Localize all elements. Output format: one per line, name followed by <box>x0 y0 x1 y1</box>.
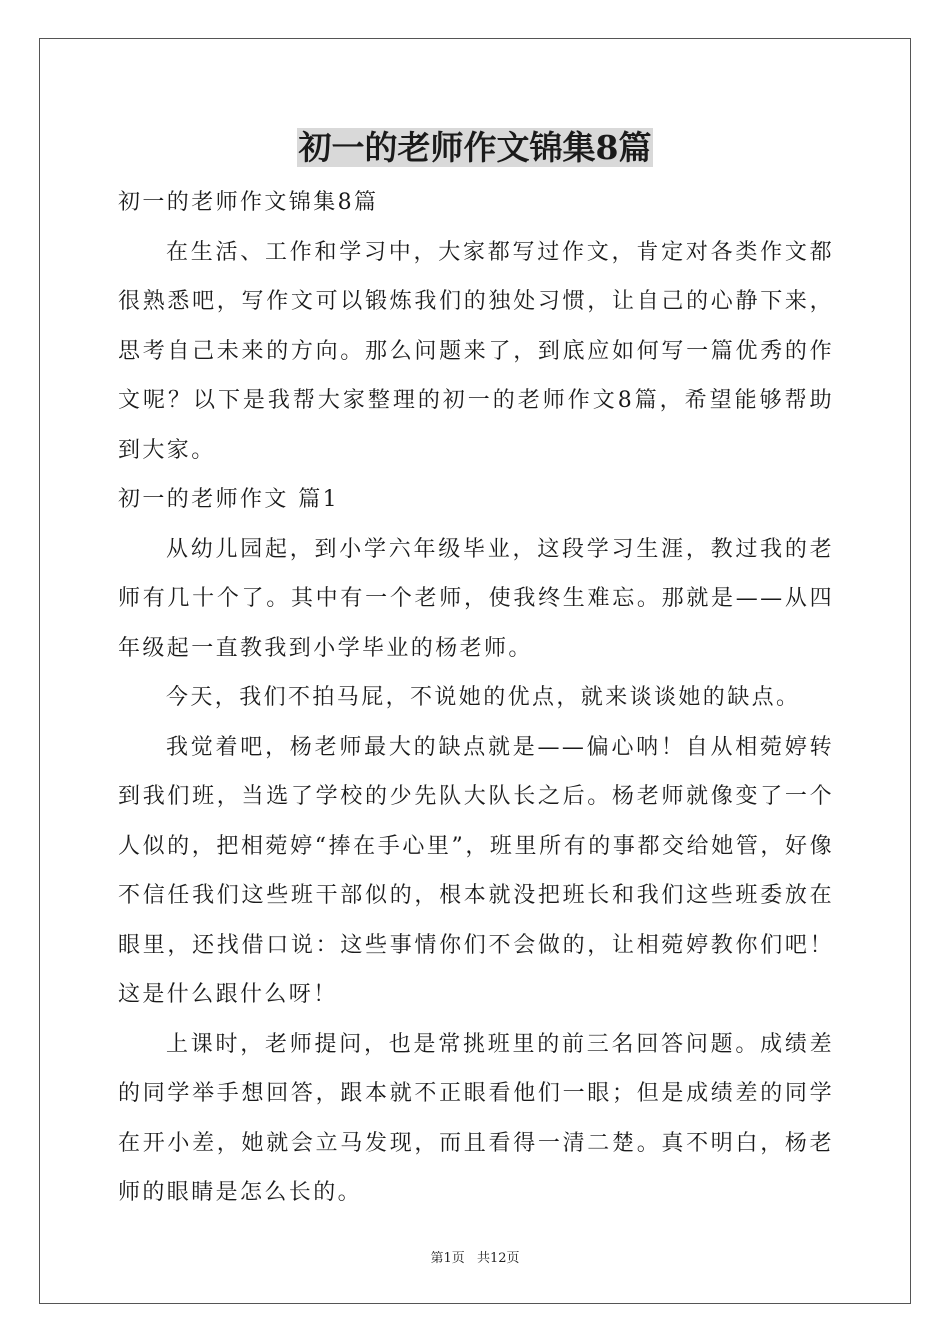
document-title <box>0 126 950 170</box>
document-title-text: 初一的老师作文锦集8篇 <box>298 128 652 167</box>
subtitle-heading: 初一的老师作文锦集8篇 <box>118 190 379 215</box>
body-paragraph: 今天，我们不拍马屁，不说她的优点，就来谈谈她的缺点。 <box>166 685 801 710</box>
body-paragraph: 我觉着吧，杨老师最大的缺点就是——偏心呐！自从相菀婷转到我们班，当选了学校的少先队大队长之后。杨老师就像变了一个人似的，把相菀婷“捧在手心里”，班里所有的事都交给她管，好像不信任我们这些班干部似的，根本就没把班长和我们这些班委放在眼里，还找借口说：这些事情你们不会做的，让相菀婷教你们吧！这是什么跟什么呀！ <box>118 734 834 1007</box>
page-number: 第1页 <box>430 1251 465 1266</box>
page-footer <box>0 1247 950 1266</box>
intro-paragraph: 在生活、工作和学习中，大家都写过作文，肯定对各类作文都很熟悉吧，写作文可以锻炼我们的独处习惯，让自己的心静下来，思考自己未来的方向。那么问题来了，到底应如何写一篇优秀的作文呢？以下是我帮大家整理的初一的老师作文8篇，希望能够帮助到大家。 <box>118 239 834 463</box>
document-body <box>118 178 834 1218</box>
body-paragraph: 从幼儿园起，到小学六年级毕业，这段学习生涯，教过我的老师有几十个了。其中有一个老师，使我终生难忘。那就是——从四年级起一直教我到小学毕业的杨老师。 <box>118 536 834 661</box>
section-heading: 初一的老师作文 篇1 <box>118 487 339 512</box>
page-total: 共12页 <box>476 1251 520 1266</box>
body-paragraph: 上课时，老师提问，也是常挑班里的前三名回答问题。成绩差的同学举手想回答，跟本就不正眼看他们一眼；但是成绩差的同学在开小差，她就会立马发现，而且看得一清二楚。真不明白，杨老师的眼睛是怎么长的。 <box>118 1031 834 1205</box>
